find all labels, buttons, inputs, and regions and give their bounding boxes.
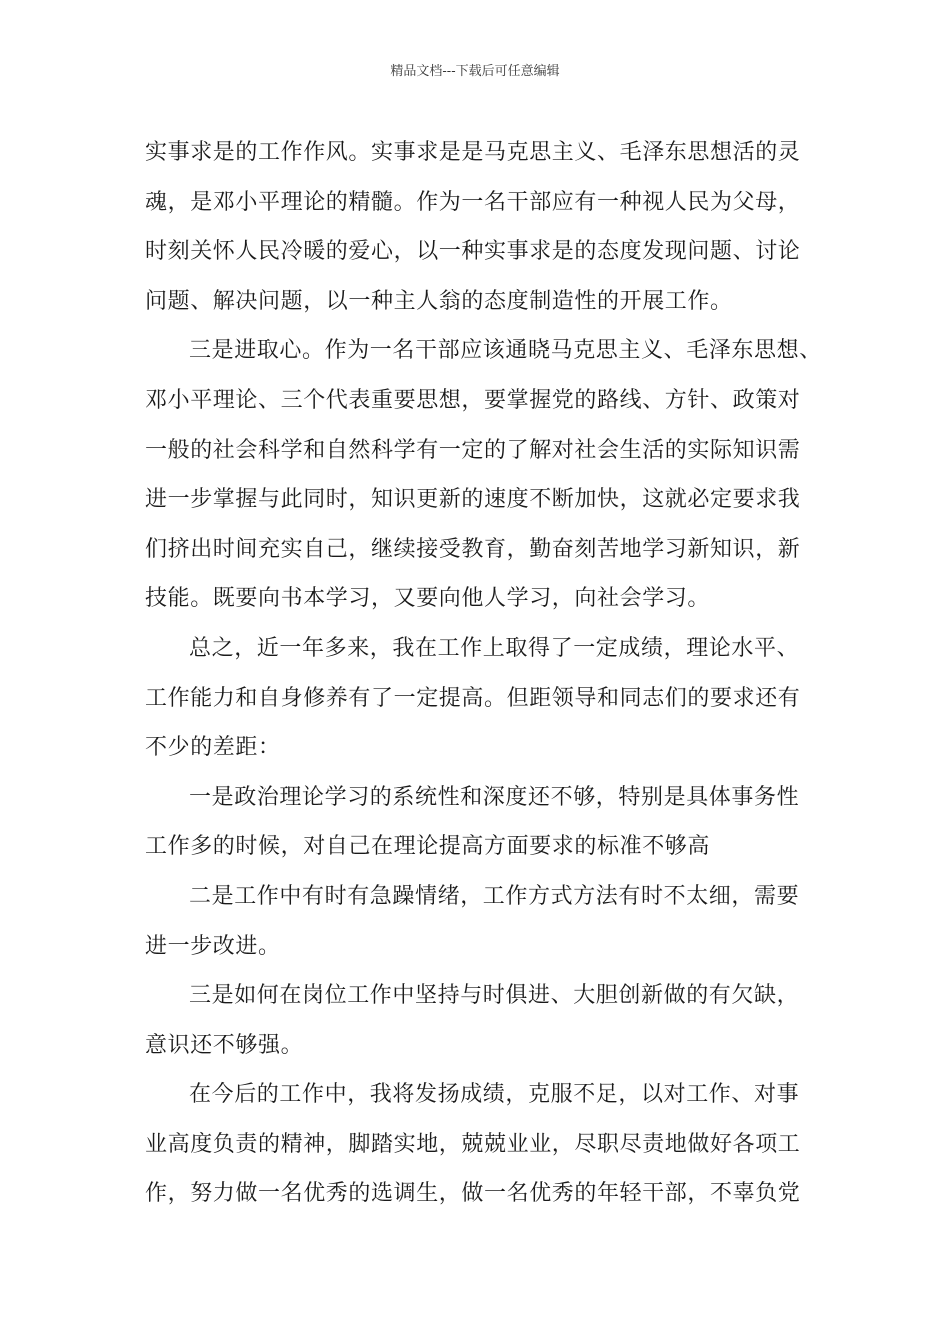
text-line: 工作多的时候，对自己在理论提高方面要求的标准不够高 xyxy=(145,834,711,860)
text-line: 实事求是的工作作风。实事求是是马克思主义、毛泽东思想活的灵 xyxy=(145,140,801,165)
text-line: 们挤出时间充实自己，继续接受教育，勤奋刻苦地学习新知识，新 xyxy=(145,536,801,562)
paragraph-start-line: 在今后的工作中，我将发扬成绩，克服不足，以对工作、对事 xyxy=(189,1082,800,1108)
text-line: 作，努力做一名优秀的选调生，做一名优秀的年轻干部，不辜负党 xyxy=(145,1181,801,1207)
document-body xyxy=(145,128,822,1219)
text-line: 技能。既要向书本学习，又要向他人学习，向社会学习。 xyxy=(145,586,711,612)
paragraph-start-line: 总之，近一年多来，我在工作上取得了一定成绩，理论水平、 xyxy=(189,635,800,661)
text-line: 进一步改进。 xyxy=(145,933,281,959)
text-line: 魂，是邓小平理论的精髓。作为一名干部应有一种视人民为父母， xyxy=(145,189,801,215)
paragraph-start-line: 二是工作中有时有急躁情绪，工作方式方法有时不太细，需要 xyxy=(189,883,800,909)
text-line: 业高度负责的精神，脚踏实地，兢兢业业，尽职尽责地做好各项工 xyxy=(145,1131,801,1157)
text-line: 意识还不够强。 xyxy=(145,1032,304,1058)
text-line: 邓小平理论、三个代表重要思想，要掌握党的路线、方针、政策对 xyxy=(145,387,801,413)
paragraph-start-line: 一是政治理论学习的系统性和深度还不够，特别是具体事务性 xyxy=(189,784,800,810)
paragraph-start-line: 三是进取心。作为一名干部应该通晓马克思主义、毛泽东思想、 xyxy=(189,338,822,364)
text-line: 时刻关怀人民冷暖的爱心，以一种实事求是的态度发现问题、讨论 xyxy=(145,239,801,265)
text-line: 不少的差距： xyxy=(145,735,281,761)
text-line: 一般的社会科学和自然科学有一定的了解对社会生活的实际知识需 xyxy=(145,437,801,463)
page-header: 精品文档---下载后可任意编辑 xyxy=(390,64,560,79)
text-line: 问题、解决问题，以一种主人翁的态度制造性的开展工作。 xyxy=(145,288,733,314)
text-line: 进一步掌握与此同时，知识更新的速度不断加快，这就必定要求我 xyxy=(145,487,801,513)
paragraph-start-line: 三是如何在岗位工作中坚持与时俱进、大胆创新做的有欠缺， xyxy=(189,983,800,1009)
text-line: 工作能力和自身修养有了一定提高。但距领导和同志们的要求还有 xyxy=(145,685,801,711)
